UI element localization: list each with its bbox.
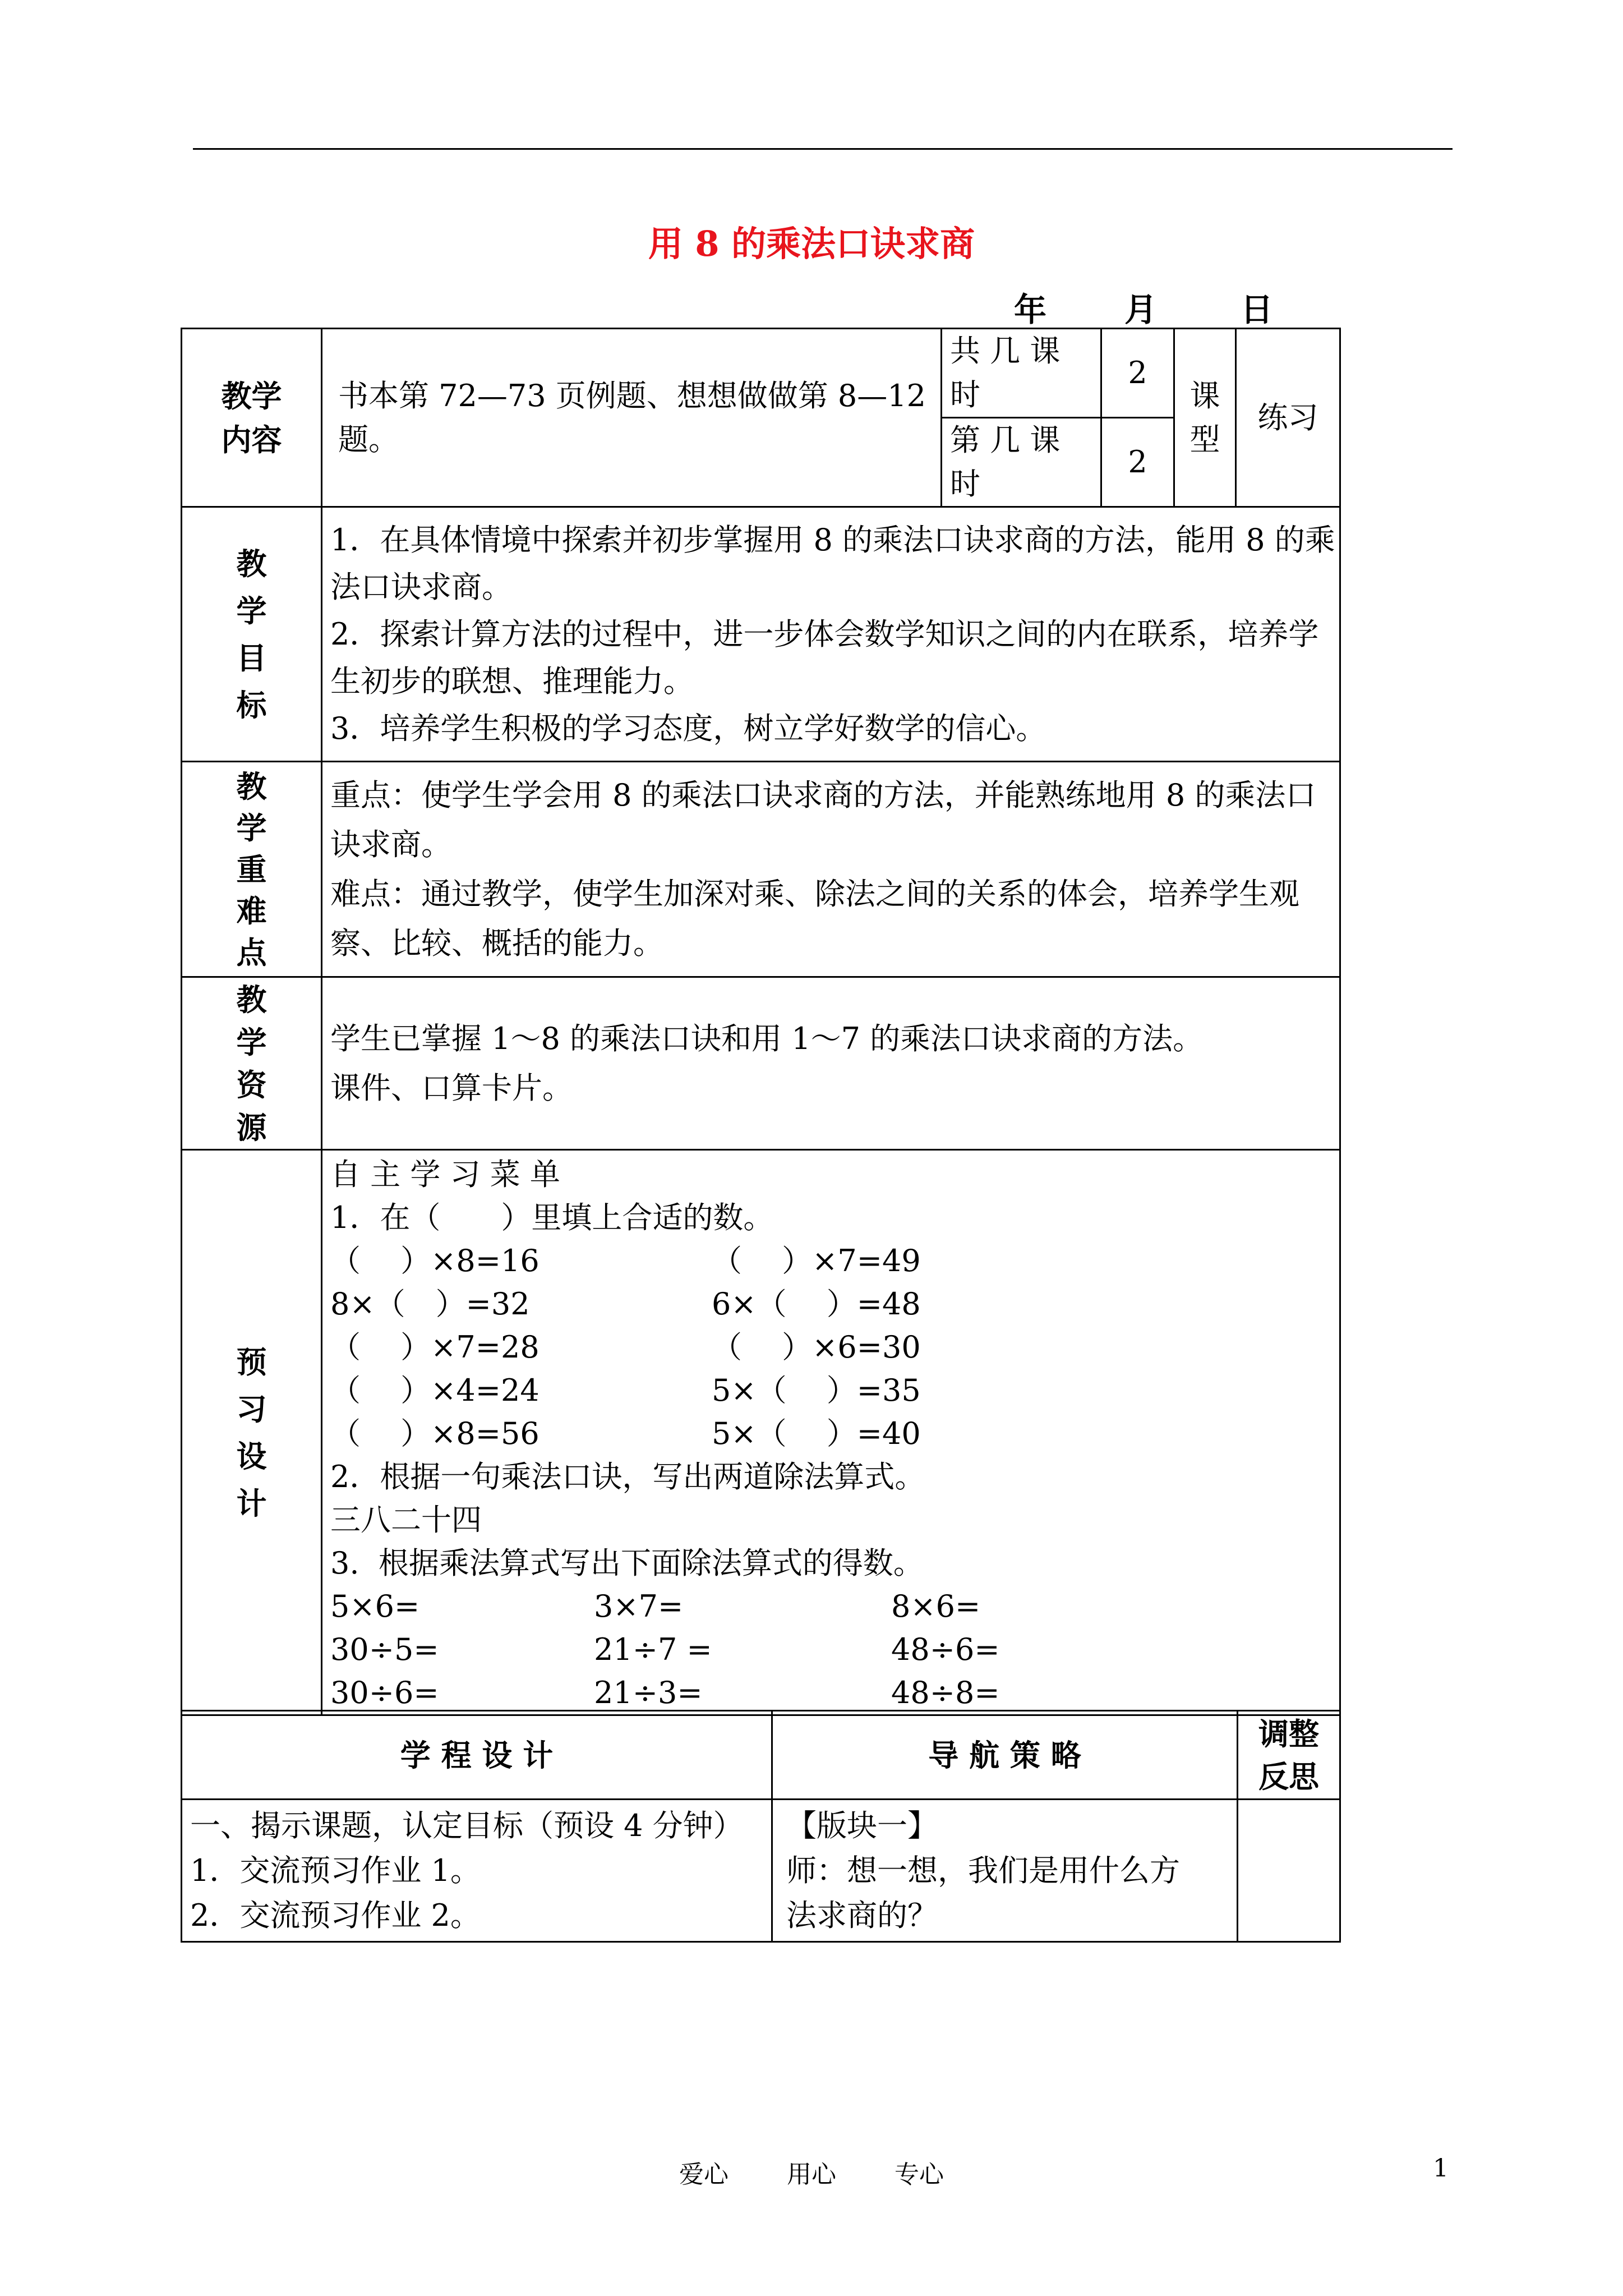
- question-2-rhyme: 三八二十四: [330, 1502, 482, 1538]
- question-1-exercises: [330, 1239, 1331, 1455]
- guide-content: 【版块一】 师：想一想，我们是用什么方 法求商的？: [772, 1800, 1238, 1942]
- exercise: 8×6=: [891, 1589, 981, 1624]
- key-points-row: [182, 762, 1340, 977]
- header-rule: [193, 148, 1453, 150]
- key-points-content: 重点：使学生学会用 8 的乘法口诀求商的方法，并能熟练地用 8 的乘法口 诀求商。 难点：通过教学，使学生加深对乘、除法之间的关系的体会，培养学生观 察、比较、概括的能力。: [322, 762, 1340, 977]
- exercise: 6×（ ）=48: [712, 1286, 921, 1322]
- process-row: [182, 1800, 1340, 1942]
- lesson-plan-table: [181, 328, 1341, 1716]
- preview-row: [182, 1150, 1340, 1715]
- question-1: 1．在（ ）里填上合适的数。: [330, 1200, 774, 1235]
- lesson-type-label: 课 型: [1174, 329, 1236, 507]
- exercise: 21÷7 =: [594, 1632, 712, 1667]
- lesson-number-label: 第 几 课 时: [942, 418, 1101, 507]
- resources-label: 教 学 资 源: [182, 977, 322, 1150]
- question-3-exercises: [330, 1585, 1331, 1714]
- content-label: 教学 内容: [182, 329, 322, 507]
- total-lessons-value: 2: [1101, 329, 1174, 418]
- key-points-label: 教 学 重 难 点: [182, 762, 322, 977]
- exercise: 5×（ ）=35: [712, 1373, 921, 1408]
- exercise: （ ）×6=30: [712, 1329, 921, 1365]
- exercise: （ ）×4=24: [330, 1373, 540, 1408]
- process-table: [181, 1710, 1341, 1943]
- menu-title: 自 主 学 习 菜 单: [330, 1157, 560, 1192]
- question-2: 2．根据一句乘法口诀，写出两道除法算式。: [330, 1459, 925, 1494]
- date-day: 日: [1241, 291, 1274, 329]
- date-month: 月: [1124, 291, 1158, 329]
- exercise: 8×（ ）=32: [330, 1286, 530, 1322]
- preview-content: [322, 1150, 1340, 1715]
- resources-content: 学生已掌握 1～8 的乘法口诀和用 1～7 的乘法口诀求商的方法。 课件、口算卡片。: [322, 977, 1340, 1150]
- exercise: 30÷6=: [330, 1675, 439, 1710]
- exercise: 48÷8=: [891, 1675, 1000, 1710]
- total-lessons-label: 共 几 课 时: [942, 329, 1101, 418]
- exercise: 30÷5=: [330, 1632, 439, 1667]
- exercise: 3×7=: [594, 1589, 684, 1624]
- preview-label: 预 习 设 计: [182, 1150, 322, 1715]
- adjust-header: 调整 反思: [1238, 1711, 1340, 1800]
- exercise: （ ）×8=16: [330, 1243, 540, 1278]
- exercise: 21÷3=: [594, 1675, 703, 1710]
- exercise: 5×6=: [330, 1589, 420, 1624]
- resources-row: [182, 977, 1340, 1150]
- lesson-number-value: 2: [1101, 418, 1174, 507]
- exercise: 5×（ ）=40: [712, 1416, 921, 1451]
- guide-header: 导 航 策 略: [772, 1711, 1238, 1800]
- lesson-type-value: 练习: [1236, 329, 1340, 507]
- content-row: [182, 329, 1340, 418]
- adjust-content: [1238, 1800, 1340, 1942]
- process-header-row: [182, 1711, 1340, 1800]
- exercise: （ ）×7=28: [330, 1329, 540, 1365]
- footer-motto: 爱心 用心 专心: [679, 2160, 944, 2189]
- content-text: 书本第 72—73 页例题、想想做做第 8—12 题。: [322, 329, 942, 507]
- exercise: （ ）×7=49: [712, 1243, 921, 1278]
- objectives-row: [182, 507, 1340, 762]
- exercise: （ ）×8=56: [330, 1416, 540, 1451]
- question-3: 3. 根据乘法算式写出下面除法算式的得数。: [330, 1545, 924, 1581]
- date-year: 年: [1014, 291, 1047, 329]
- design-header: 学 程 设 计: [182, 1711, 772, 1800]
- exercise: 48÷6=: [891, 1632, 1000, 1667]
- objectives-label: 教 学 目 标: [182, 507, 322, 762]
- page-number: 1: [1433, 2154, 1449, 2183]
- design-content: 一、揭示课题，认定目标（预设 4 分钟） 1．交流预习作业 1。 2．交流预习作业 2。: [182, 1800, 772, 1942]
- page-title: 用 8 的乘法口诀求商: [648, 223, 975, 264]
- objectives-content: 1．在具体情境中探索并初步掌握用 8 的乘法口诀求商的方法，能用 8 的乘 法口诀求商。 2．探索计算方法的过程中，进一步体会数学知识之间的内在联系，培养学 生初步的联想、推理能力。 3．培养学生积极的学习态度，树立学好数学的信心。: [322, 507, 1340, 762]
